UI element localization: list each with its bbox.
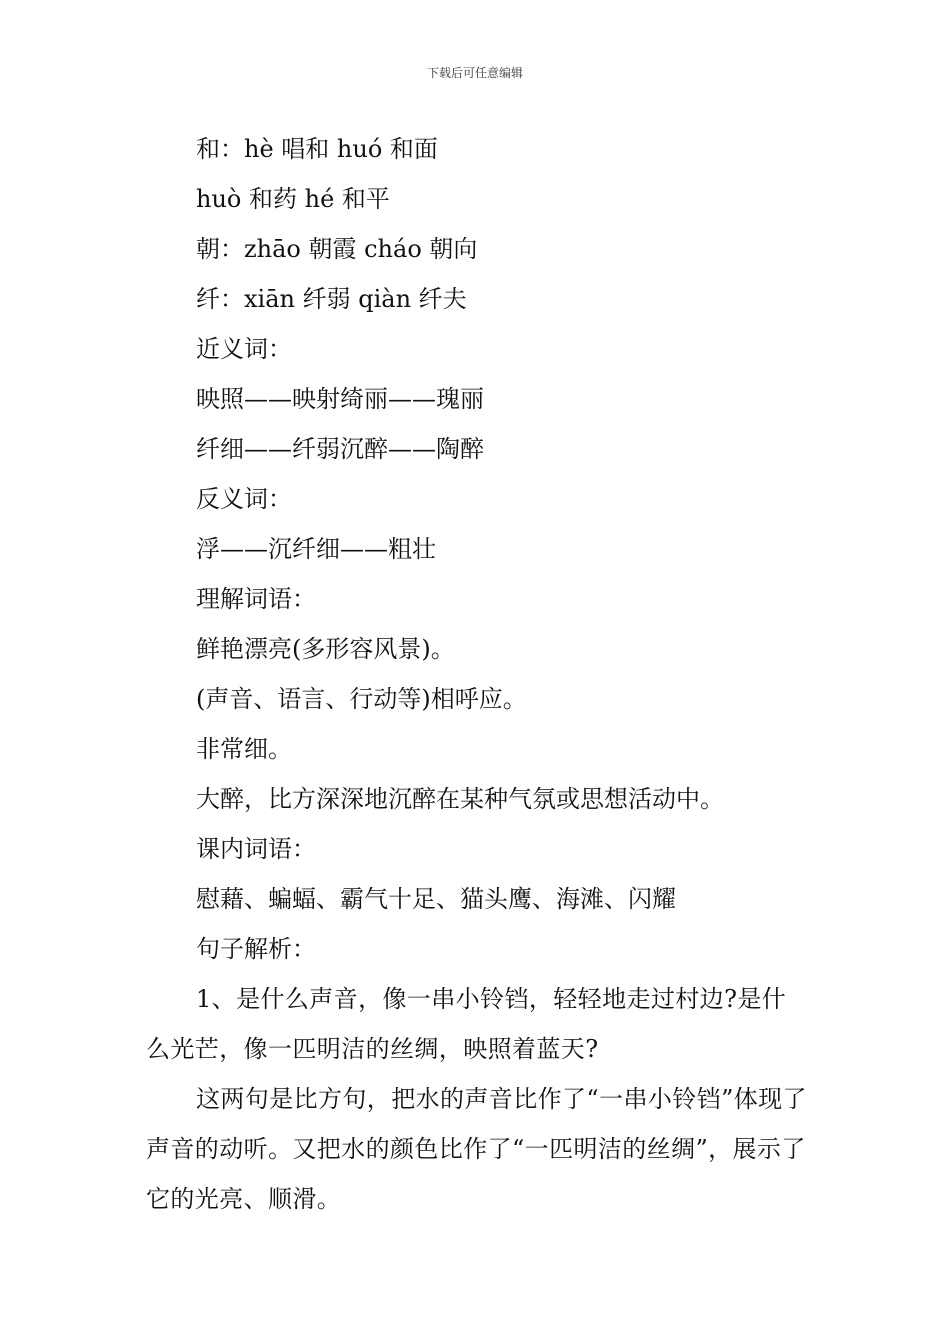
section-heading: 理解词语： xyxy=(196,585,316,613)
text-line: 鲜艳漂亮(多形容风景)。 xyxy=(196,635,455,663)
section-heading: 反义词： xyxy=(196,485,292,513)
text-line: 映照——映射绮丽——瑰丽 xyxy=(196,385,484,413)
text-line: 慰藉、蝙蝠、霸气十足、猫头鹰、海滩、闪耀 xyxy=(196,885,676,913)
text-line: huò 和药 hé 和平 xyxy=(196,185,390,213)
text-line: 纤：xiān 纤弱 qiàn 纤夫 xyxy=(196,285,467,313)
text-line: 浮——沉纤细——粗壮 xyxy=(196,535,436,563)
text-line: 朝：zhāo 朝霞 cháo 朝向 xyxy=(196,235,478,263)
document-body xyxy=(146,124,810,1224)
text-line: (声音、语言、行动等)相呼应。 xyxy=(196,685,527,713)
text-line: 大醉，比方深深地沉醉在某种气氛或思想活动中。 xyxy=(196,785,724,813)
paragraph: 这两句是比方句，把水的声音比作了“一串小铃铛”体现了声音的动听。又把水的颜色比作了“一匹明洁的丝绸”，展示了它的光亮、顺滑。 xyxy=(146,1085,807,1213)
text-line: 非常细。 xyxy=(196,735,292,763)
section-heading: 近义词： xyxy=(196,335,292,363)
section-heading: 句子解析： xyxy=(196,935,316,963)
section-heading: 课内词语： xyxy=(196,835,316,863)
text-line: 纤细——纤弱沉醉——陶醉 xyxy=(196,435,484,463)
page-header: 下载后可任意编辑 xyxy=(426,66,523,80)
paragraph: 1、是什么声音，像一串小铃铛，轻轻地走过村边?是什么光芒，像一匹明洁的丝绸，映照着蓝天? xyxy=(146,985,787,1063)
text-line: 和：hè 唱和 huó 和面 xyxy=(196,135,438,163)
